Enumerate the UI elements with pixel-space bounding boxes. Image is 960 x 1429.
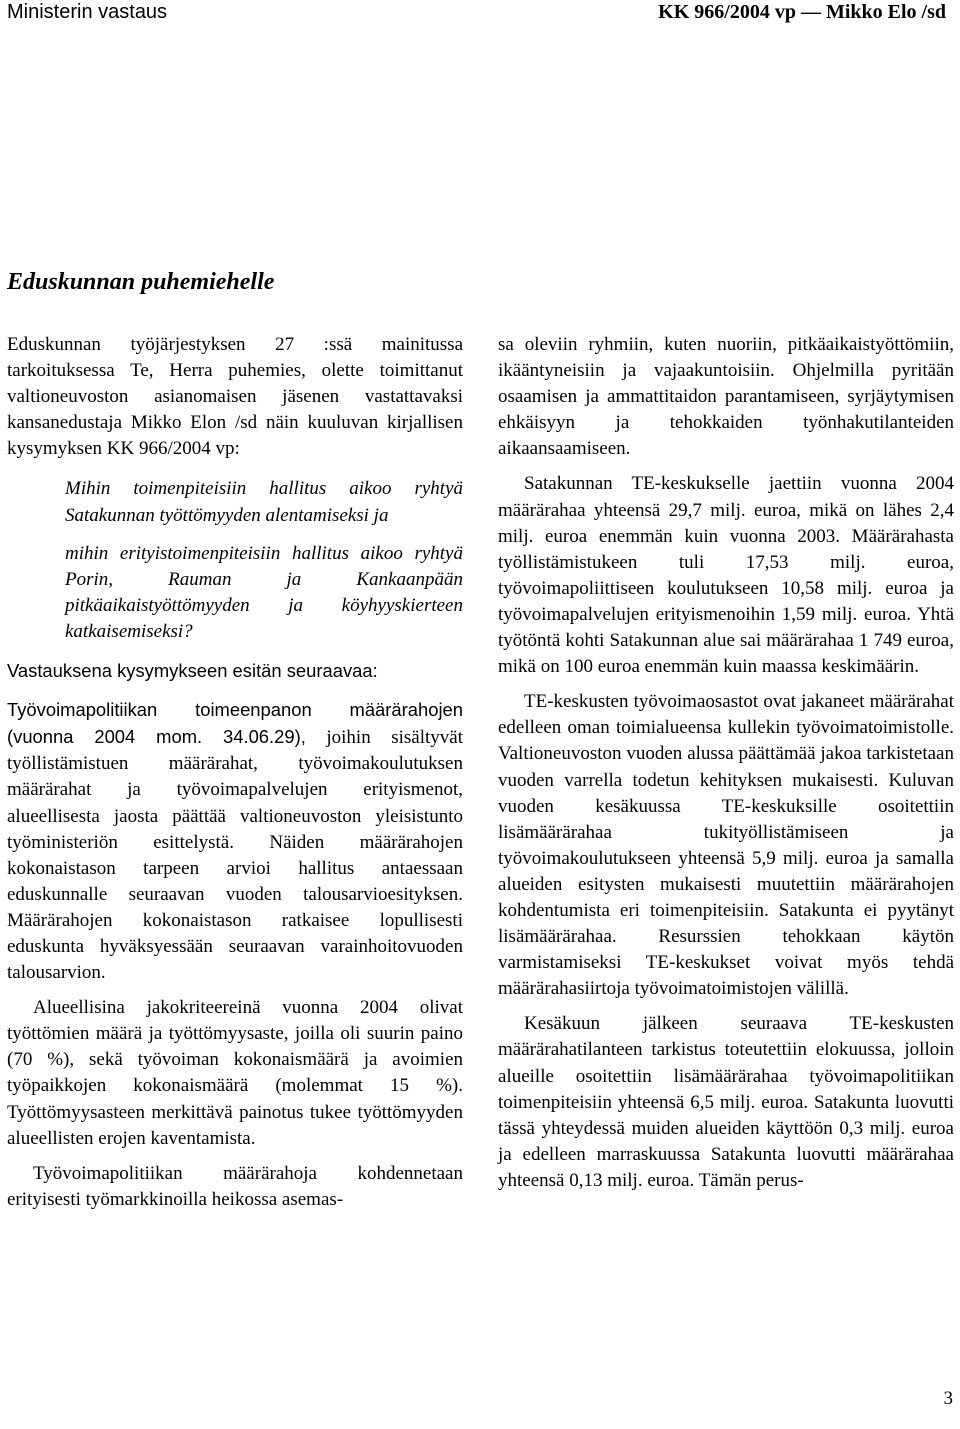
page-number: 3 [943, 1388, 953, 1409]
question-2: mihin erityistoimenpiteisiin hallitus aikoo ryhtyä Porin, Rauman ja Kankaanpään pitkäaikaistyöttömyyden ja köyhyyskierteen katkaisemiseksi? [65, 542, 463, 642]
right-column [498, 332, 954, 1194]
answer-paragraph-1-serif: joihin sisältyvät työllistämistuen määrärahat, työvoimakoulutuksen määrärahat ja työvoimapalvelujen erityismenot, alueellisesta jaosta päättää valtioneuvoston yleisistunto työministeriön esittelystä. Näiden määrärahojen kokonaistason tarpeen arvioi hallitus antaessaan eduskunnalle seuraavan vuoden talousarvioesityksen. Määrärahojen kokonaistason ratkaisee lopullisesti eduskunta hyväksyessään seuraavan varainhoitovuoden talousarvion. [7, 727, 464, 984]
running-header-right: KK 966/2004 vp — Mikko Elo /sd [658, 1, 946, 23]
right-paragraph-3: TE-keskusten työvoimaosastot ovat jakaneet määrärahat edelleen oman toimialueensa kullekin työvoimatoimistolle. Valtioneuvoston vuoden alussa päättämää jakoa tarkistetaan vuoden varrella todetun kehityksen mukaisesti. Kuluvan vuoden kesäkuussa TE-keskuksille osoitettiin lisämäärärahaa tukityöllistämiseen ja työvoimakoulutukseen yhteensä 5,9 milj. euroa ja samalla alueiden esitysten mukaisesti muutettiin määrärahojen kohdentumista eri toimenpiteisiin. Satakunta ei pyytänyt lisämäärärahaa. Resurssien tehokkaan käytön varmistamiseksi TE-keskukset voivat myös tehdä määrärahasiirtoja työvoimatoimistojen välillä. [498, 691, 954, 1000]
intro-paragraph: Eduskunnan työjärjestyksen 27 :ssä mainitussa tarkoituksessa Te, Herra puhemies, olette toimittanut valtioneuvoston asianomaisen jäsenen vastattavaksi kansanedustaja Mikko Elon /sd näin kuuluvan kirjallisen kysymyksen KK 966/2004 vp: [7, 334, 463, 460]
salutation-heading: Eduskunnan puhemiehelle [7, 269, 275, 295]
running-header-left: Ministerin vastaus [7, 1, 168, 23]
answer-paragraph-3: Työvoimapolitiikan määrärahoja kohdennetaan erityisesti työmarkkinoilla heikossa asemas- [7, 1162, 463, 1210]
answer-paragraph-1 [7, 697, 463, 986]
right-paragraph-2: Satakunnan TE-keskukselle jaettiin vuonna 2004 määrärahaa yhteensä 29,7 milj. euroa, mikä on lähes 2,4 milj. euroa enemmän kuin vuonna 2003. Määrärahasta työllistämistukeen tuli 17,53 milj. euroa, työvoimapoliittiseen koulutukseen 10,58 milj. euroa ja työvoimapalvelujen erityismenoihin 1,59 milj. euroa. Yhtä työtöntä kohti Satakunnan alue sai määrärahaa 1 749 euroa, mikä on 100 euroa enemmän kuin maassa keskimäärin. [498, 473, 954, 678]
left-column [7, 332, 463, 1213]
right-paragraph-1: sa oleviin ryhmiin, kuten nuoriin, pitkäaikaistyöttömiin, ikääntyneisiin ja vajaakuntoisiin. Ohjelmilla pyritään osaamisen ja ammattitaidon parantamiseen, syrjäytymisen ehkäisyyn ja tehokkaiden työnhakutilanteiden aikaansaamiseen. [498, 334, 954, 460]
right-paragraph-4: Kesäkuun jälkeen seuraava TE-keskusten määrärahatilanteen tarkistus toteutettiin elokuussa, jolloin alueille osoitettiin lisämäärärahaa työvoimapolitiikan toimenpiteisiin yhteensä 6,5 milj. euroa. Satakunta luovutti tässä yhteydessä muiden alueiden käyttöön 0,3 milj. euroa ja edelleen marraskuussa Satakunta luovutti määrärahaa yhteensä 0,13 milj. euroa. Tämän perus- [498, 1013, 954, 1191]
question-1: Mihin toimenpiteisiin hallitus aikoo ryhtyä Satakunnan työttömyyden alentamiseksi ja [65, 478, 463, 526]
answer-paragraph-2: Alueellisina jakokriteereinä vuonna 2004 olivat työttömien määrä ja työttömyysaste, joilla oli suurin paino (70 %), sekä työvoiman kokonaismäärä ja avoimien työpaikkojen kokonaismäärä (molemmat 15 %). Työttömyysasteen merkittävä painotus tukee työttömyyden alueellisten erojen kaventamista. [7, 997, 463, 1149]
answer-intro: Vastauksena kysymykseen esitän seuraavaa: [7, 660, 378, 682]
answer-paragraph-1-sans: Työvoimapolitiikan toimeenpanon määrärahojen (vuonna 2004 mom. 34.06.29), [7, 699, 463, 748]
